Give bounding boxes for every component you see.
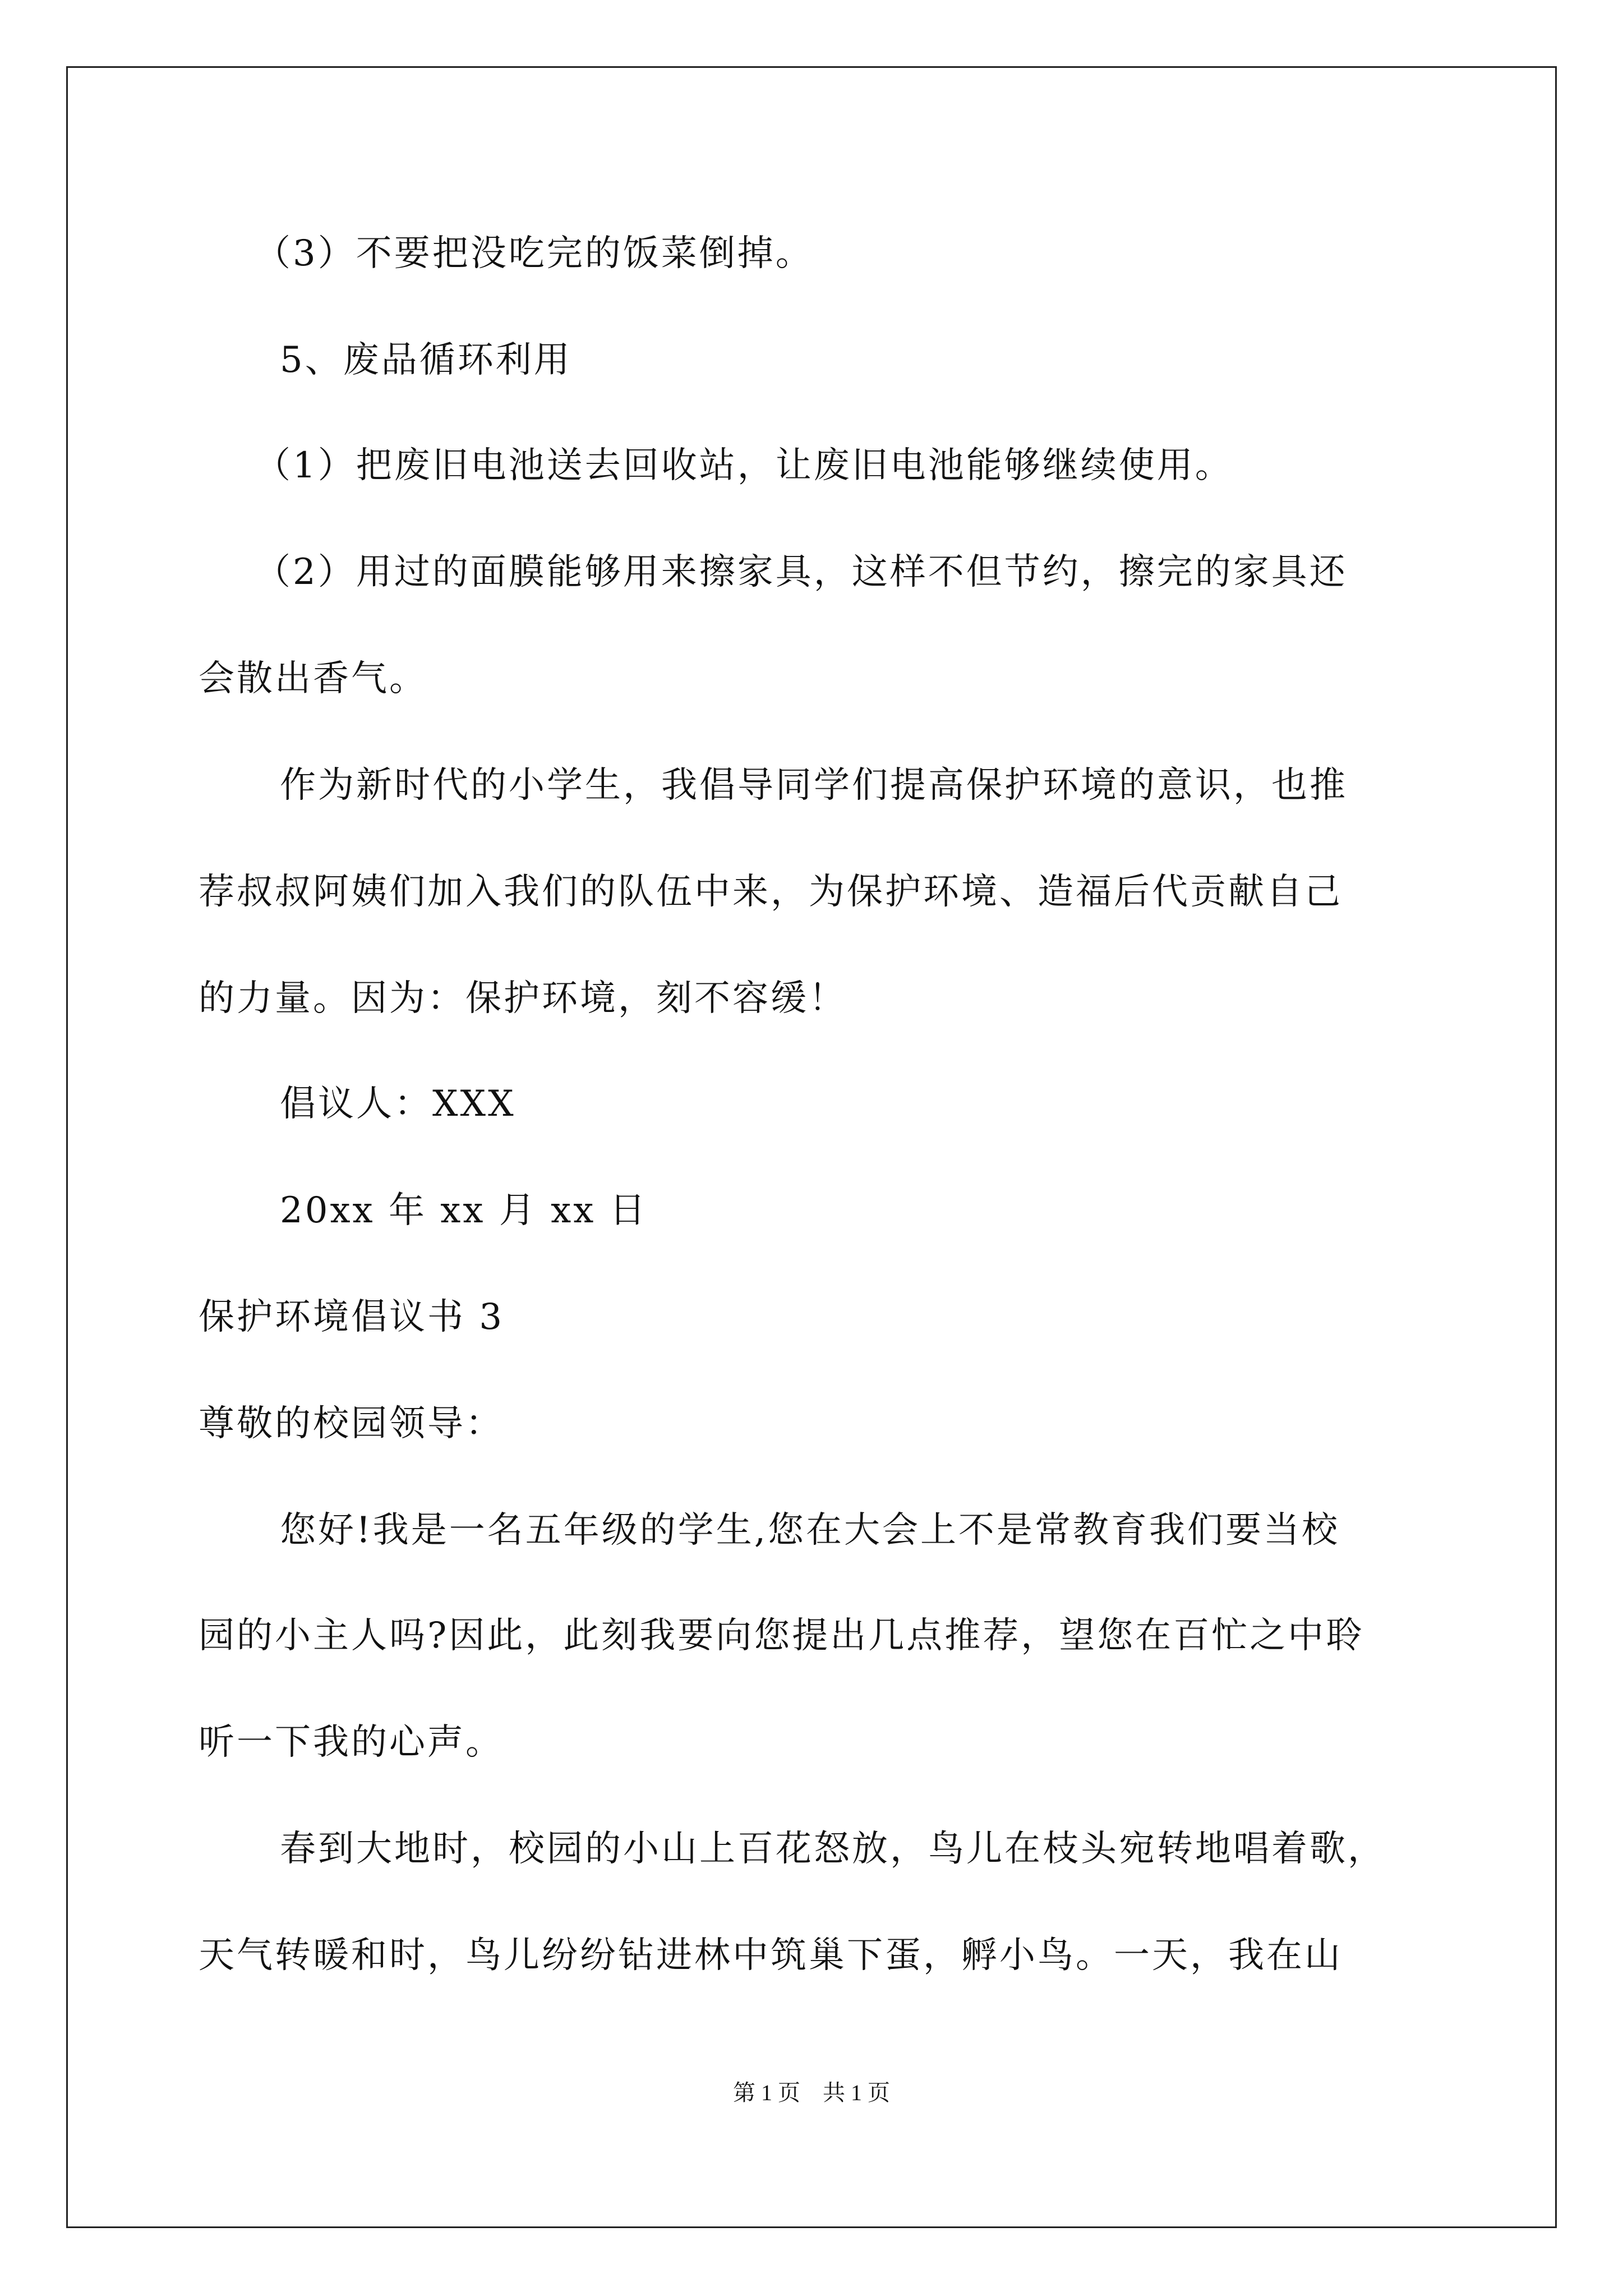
page-footer: 第 1 页 共 1 页: [733, 2080, 890, 2105]
text-line: （1）把废旧电池送去回收站，让废旧电池能够继续使用。: [255, 445, 1233, 486]
text-line: （3）不要把没吃完的饭菜倒掉。: [255, 233, 814, 274]
text-line: （2）用过的面膜能够用来擦家具，这样不但节约，擦完的家具还: [255, 551, 1348, 593]
text-line: 听一下我的心声。: [199, 1722, 504, 1763]
text-line: 天气转暖和时，鸟儿纷纷钻进林中筑巢下蛋，孵小鸟。一天，我在山: [199, 1935, 1343, 1976]
text-line: 倡议人：XXX: [280, 1083, 516, 1125]
text-line: 的力量。因为：保护环境，刻不容缓！: [199, 978, 847, 1019]
page-border: [66, 66, 1557, 2228]
text-line: 园的小主人吗?因此，此刻我要向您提出几点推荐，望您在百忙之中聆: [199, 1615, 1364, 1657]
text-line: 作为新时代的小学生，我倡导同学们提高保护环境的意识，也推: [280, 765, 1348, 806]
text-line: 5、废品循环利用: [280, 339, 572, 381]
text-line: 20xx 年 xx 月 xx 日: [280, 1190, 648, 1231]
text-line: 会散出香气。: [199, 658, 427, 700]
text-line: 荐叔叔阿姨们加入我们的队伍中来，为保护环境、造福后代贡献自己: [199, 871, 1343, 913]
text-line: 春到大地时，校园的小山上百花怒放，鸟儿在枝头宛转地唱着歌，: [280, 1828, 1386, 1870]
salutation: 尊敬的校园领导：: [199, 1403, 504, 1444]
text-line: 您好!我是一名五年级的学生,您在大会上不是常教育我们要当校: [280, 1510, 1340, 1551]
section-heading: 保护环境倡议书 3: [199, 1296, 505, 1338]
